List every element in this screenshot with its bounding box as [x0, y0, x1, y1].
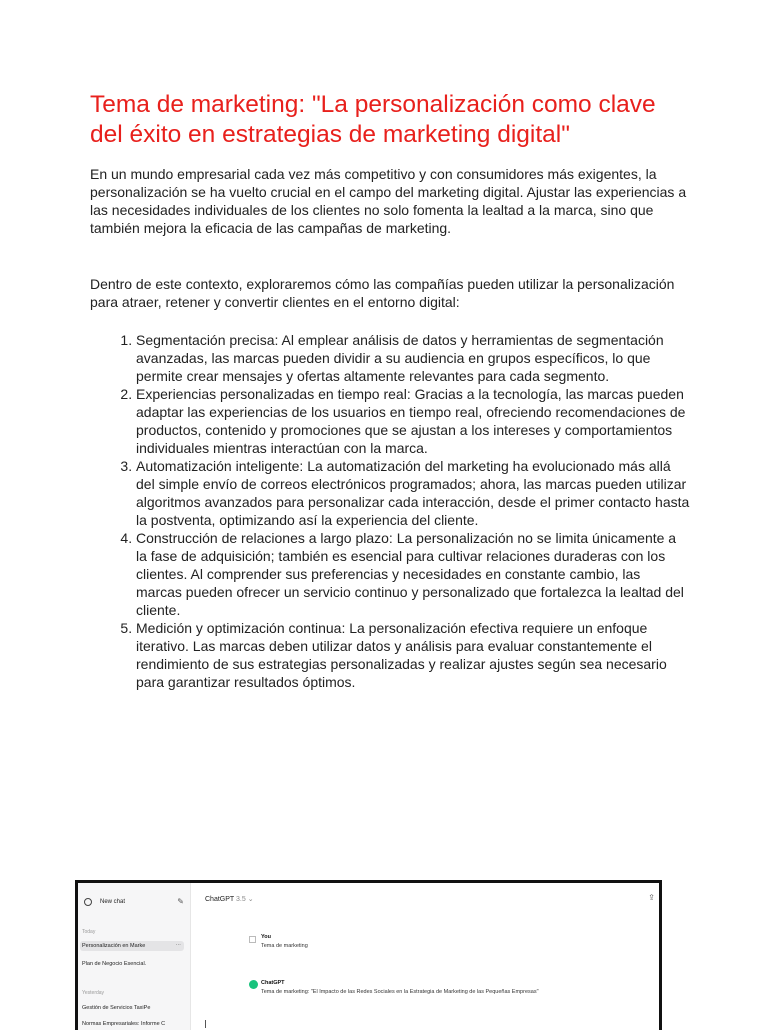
new-chat-button[interactable]	[84, 897, 184, 911]
message-author: You	[261, 934, 271, 940]
embedded-chat-screenshot	[75, 880, 662, 1030]
message-text: Tema de marketing	[261, 943, 308, 949]
message-text: Tema de marketing: "El Impacto de las Redes Sociales en la Estrategia de Marketing de las Pequeñas Empresas"	[261, 989, 539, 995]
list-item: 1. Segmentación precisa: Al emplear análisis de datos y herramientas de segmentación avanzadas, las marcas pueden dividir a su audiencia en grupos específicos, lo que permite crear mensajes y ofertas altamente relevantes para cada segmento.	[136, 331, 690, 385]
strategy-list	[90, 331, 690, 691]
sidebar-item-active[interactable]	[80, 941, 184, 951]
context-paragraph: Dentro de este contexto, exploraremos cómo las compañías pueden utilizar la personalización para atraer, retener y convertir clientes en el entorno digital:	[90, 276, 675, 310]
list-item: 2. Experiencias personalizadas en tiempo real: Gracias a la tecnología, las marcas pueden adaptar las experiencias de los usuarios en tiempo real, ofreciendo recomendaciones de productos, contenido y promociones que se ajustan a los intereses y comportamientos individuales mientras interactúan con la marca.	[136, 385, 690, 457]
openai-logo-icon	[84, 898, 92, 906]
model-version: 3.5	[236, 896, 246, 903]
new-chat-label: New chat	[100, 899, 126, 905]
edit-icon[interactable]: ✎	[177, 897, 184, 906]
yesterday-section-label: Yesterday	[82, 990, 105, 996]
intro-paragraph: En un mundo empresarial cada vez más competitivo y con consumidores más exigentes, la personalización se ha vuelto crucial en el campo del marketing digital. Ajustar las experiencias a las necesidades individuales de los clientes no solo fomenta la lealtad a la marca, sino que también mejora la eficacia de las campañas de marketing.	[90, 166, 687, 236]
list-item: 5. Medición y optimización continua: La personalización efectiva requiere un enfoque iterativo. Las marcas deben utilizar datos y análisis para evaluar constantemente el rendimiento de sus estrategias personalizadas y realizar ajustes según sea necesario para garantizar resultados óptimos.	[136, 619, 690, 691]
chatgpt-avatar	[249, 980, 258, 989]
sidebar-item[interactable]: Normas Empresariales: Informe C	[82, 1021, 166, 1027]
list-item: 3. Automatización inteligente: La automatización del marketing ha evolucionado más allá del simple envío de correos electrónicos programados; ahora, las marcas pueden utilizar algoritmos avanzados para personalizar cada interacción, desde el primer contacto hasta la postventa, optimizando así la experiencia del cliente.	[136, 457, 690, 529]
today-section-label: Today	[82, 929, 96, 935]
chat-sidebar	[78, 883, 191, 1030]
assistant-message	[261, 979, 601, 997]
chevron-down-icon: ⌄	[247, 896, 254, 903]
text-cursor	[205, 1020, 206, 1028]
model-selector[interactable]	[205, 895, 254, 903]
chat-main	[191, 883, 659, 1030]
sidebar-item[interactable]: Plan de Negocio Esencial.	[82, 961, 147, 967]
user-message	[261, 933, 601, 951]
sidebar-item[interactable]: Gestión de Servicios TaxiPe	[82, 1005, 151, 1011]
list-item: 4. Construcción de relaciones a largo plazo: La personalización no se limita únicamente a la fase de adquisición; también es esencial para cultivar relaciones duraderas con los clientes. Al comprender sus preferencias y necesidades en constante cambio, las marcas pueden ofrecer un servicio continuo y personalizado que fortalezca la lealtad del cliente.	[136, 529, 690, 619]
user-avatar	[249, 936, 256, 943]
model-name: ChatGPT	[205, 896, 235, 903]
document-title: Tema de marketing: "La personalización como clave del éxito en estrategias de marketing digital"	[90, 91, 656, 148]
share-icon[interactable]: ⇪	[648, 893, 655, 902]
sidebar-item-label: Personalización en Marke	[82, 943, 146, 949]
more-options-icon[interactable]: ···	[175, 942, 181, 948]
message-author: ChatGPT	[261, 980, 285, 986]
